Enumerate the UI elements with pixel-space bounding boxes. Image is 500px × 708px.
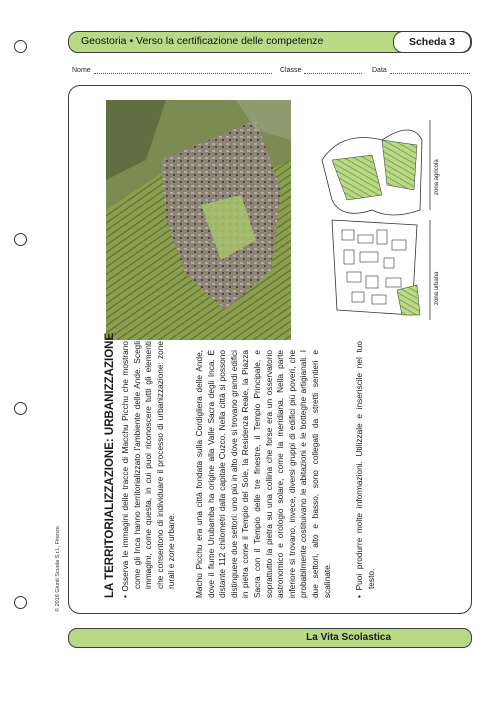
copyright-text: © 2016 Giunti Scuola S.r.l., Firenze (55, 526, 61, 612)
nome-field[interactable] (72, 66, 272, 74)
section-title: LA TERRITORIALIZZAZIONE: URBANIZZAZIONE (104, 332, 116, 598)
binder-hole (14, 233, 27, 246)
data-label: Data (372, 67, 387, 74)
data-field[interactable] (372, 66, 470, 74)
header-title: Geostoria • Verso la certificazione delle competenze (81, 35, 324, 47)
student-fields (72, 66, 472, 78)
binder-hole (14, 402, 27, 415)
footer-title: La Vita Scolastica (306, 632, 391, 643)
outro-paragraph: • Puoi produrre molte informazioni. Utilizzale e inseriscile nel tuo testo. (354, 341, 376, 598)
zona-agricola-label: zona agricola (434, 159, 440, 195)
intro-paragraph: • Osserva le immagini delle tracce di Macchu Picchu che mostrano come gli Inca hanno territorializzato l'ambiente delle Ande. Scegli immagini, come questa, in cui puoi riconoscere tutti gli elementi che consentono di individuare il processo di urbanizzazione: zone rurali e zone urbane. (120, 341, 177, 598)
classe-label: Classe (280, 67, 302, 74)
zona-urbana-label: zona urbana (434, 271, 440, 305)
binder-hole (14, 40, 27, 53)
binder-hole (14, 596, 27, 609)
body-paragraph: Machu Picchu era una città fondata sulla Cordigliera delle Ande, dove il fiume Urubamba ha origine alla Valle Sacra degli Inca. È distante 112 chilometri dalla capitale Cuzco. Nella città si possono distinguere due settori: uno più in alto dove si trovano grandi edifici in pietra come il Tempio del Sole, la Residenza Reale, la Piazza Sacra con il Tempio delle tre finestre, il Tempio Principale, e soprattutto la pietra su una collina che forse era un osservatorio astronomico e orologio solare, come la meridiana. Nella parte inferiore si trovano, invece, diversi gruppi di edifici più poveri, che probabilmente costituivano le abitazioni e le botteghe artigianali. I due settori, alto e basso, sono collegati da stretti sentieri e scalinate. (194, 350, 332, 598)
nome-label: Nome (72, 67, 91, 74)
rotated-text-area (96, 98, 456, 598)
header-bar (68, 31, 472, 53)
footer-bar (68, 628, 472, 648)
scheda-badge: Scheda 3 (393, 31, 471, 53)
classe-field[interactable] (280, 66, 362, 74)
